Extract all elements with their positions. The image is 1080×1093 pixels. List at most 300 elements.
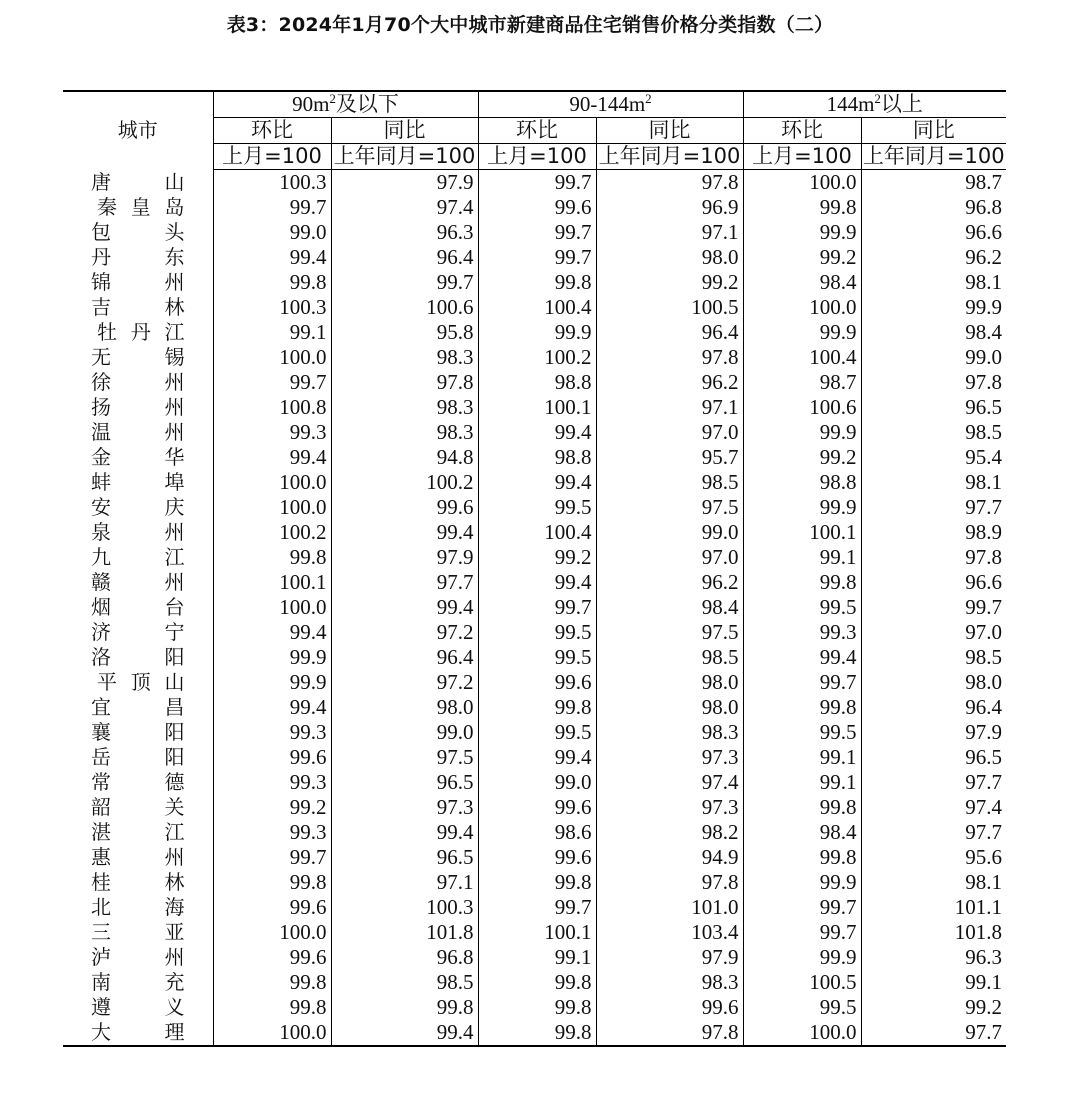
- index-value: 99.7: [478, 245, 596, 270]
- table-row: [63, 1020, 1006, 1046]
- index-value: 97.4: [861, 795, 1006, 820]
- index-value: 96.5: [861, 745, 1006, 770]
- index-value: 99.0: [478, 770, 596, 795]
- index-value: 99.9: [743, 420, 861, 445]
- table-row: [63, 670, 1006, 695]
- index-value: 99.1: [743, 770, 861, 795]
- index-value: 100.5: [596, 295, 743, 320]
- index-value: 100.6: [743, 395, 861, 420]
- index-value: 99.3: [213, 720, 331, 745]
- index-value: 97.9: [331, 170, 478, 196]
- index-value: 99.4: [213, 620, 331, 645]
- city-name: 温州: [91, 420, 185, 444]
- index-value: 99.2: [743, 445, 861, 470]
- index-value: 101.1: [861, 895, 1006, 920]
- index-value: 99.1: [478, 945, 596, 970]
- index-value: 95.4: [861, 445, 1006, 470]
- table-row: [63, 870, 1006, 895]
- index-value: 97.0: [861, 620, 1006, 645]
- index-value: 98.4: [743, 820, 861, 845]
- table-header: [63, 91, 1006, 170]
- table-row: [63, 595, 1006, 620]
- index-value: 97.4: [331, 195, 478, 220]
- index-value: 99.8: [331, 995, 478, 1020]
- index-value: 97.9: [596, 945, 743, 970]
- index-value: 97.1: [596, 220, 743, 245]
- index-value: 96.2: [596, 370, 743, 395]
- index-value: 99.4: [331, 820, 478, 845]
- index-value: 98.5: [331, 970, 478, 995]
- index-value: 99.4: [478, 570, 596, 595]
- index-value: 99.4: [743, 645, 861, 670]
- index-value: 99.1: [213, 320, 331, 345]
- index-value: 99.7: [213, 845, 331, 870]
- index-value: 99.8: [743, 845, 861, 870]
- city-name: 九江: [91, 545, 185, 569]
- yoy-header: 同比: [861, 118, 1006, 144]
- table-row: [63, 895, 1006, 920]
- index-value: 99.8: [743, 570, 861, 595]
- city-name: 扬州: [91, 395, 185, 419]
- index-value: 99.0: [331, 720, 478, 745]
- index-value: 99.5: [743, 720, 861, 745]
- table-row: [63, 845, 1006, 870]
- table-row: [63, 470, 1006, 495]
- index-value: 97.5: [331, 745, 478, 770]
- index-value: 99.0: [861, 345, 1006, 370]
- index-value: 99.9: [743, 220, 861, 245]
- index-value: 97.9: [861, 720, 1006, 745]
- index-value: 98.0: [596, 695, 743, 720]
- index-value: 100.3: [331, 895, 478, 920]
- table-row: [63, 370, 1006, 395]
- index-value: 98.3: [596, 720, 743, 745]
- index-value: 96.6: [861, 220, 1006, 245]
- table-row: [63, 695, 1006, 720]
- index-value: 99.6: [478, 845, 596, 870]
- index-value: 99.9: [743, 320, 861, 345]
- index-value: 96.5: [861, 395, 1006, 420]
- city-name: 韶关: [91, 795, 185, 819]
- city-name: 宜昌: [91, 695, 185, 719]
- index-value: 99.8: [213, 995, 331, 1020]
- table-row: [63, 795, 1006, 820]
- yoy-header: 同比: [331, 118, 478, 144]
- index-value: 99.8: [478, 995, 596, 1020]
- index-value: 99.4: [478, 745, 596, 770]
- index-value: 99.7: [743, 920, 861, 945]
- city-name: 牡丹江: [97, 320, 185, 344]
- city-name: 遵义: [91, 995, 185, 1019]
- index-value: 97.7: [861, 820, 1006, 845]
- table-row: [63, 195, 1006, 220]
- index-value: 99.9: [743, 945, 861, 970]
- index-value: 95.7: [596, 445, 743, 470]
- index-value: 99.6: [478, 670, 596, 695]
- index-value: 99.9: [213, 670, 331, 695]
- index-value: 101.8: [861, 920, 1006, 945]
- mom-base-header: 上月=100: [478, 144, 596, 170]
- index-value: 99.7: [743, 670, 861, 695]
- table-row: [63, 970, 1006, 995]
- city-name: 三亚: [91, 920, 185, 944]
- index-value: 97.7: [861, 770, 1006, 795]
- index-value: 99.2: [478, 545, 596, 570]
- city-name: 烟台: [91, 595, 185, 619]
- index-value: 96.4: [861, 695, 1006, 720]
- city-name: 济宁: [91, 620, 185, 644]
- index-value: 99.6: [478, 795, 596, 820]
- index-value: 97.2: [331, 620, 478, 645]
- index-value: 97.5: [596, 495, 743, 520]
- index-value: 98.9: [861, 520, 1006, 545]
- index-value: 99.2: [743, 245, 861, 270]
- index-value: 97.9: [331, 545, 478, 570]
- index-value: 99.5: [478, 720, 596, 745]
- table-row: [63, 395, 1006, 420]
- index-value: 98.2: [596, 820, 743, 845]
- mom-header: 环比: [213, 118, 331, 144]
- table-row: [63, 820, 1006, 845]
- index-value: 99.5: [478, 495, 596, 520]
- table-row: [63, 770, 1006, 795]
- yoy-base-header: 上年同月=100: [331, 144, 478, 170]
- city-name: 徐州: [91, 370, 185, 394]
- index-value: 99.0: [596, 520, 743, 545]
- index-value: 99.2: [861, 995, 1006, 1020]
- index-value: 100.6: [331, 295, 478, 320]
- index-value: 99.1: [861, 970, 1006, 995]
- index-value: 97.4: [596, 770, 743, 795]
- index-value: 97.8: [861, 370, 1006, 395]
- index-value: 96.8: [861, 195, 1006, 220]
- index-value: 96.5: [331, 770, 478, 795]
- index-value: 97.8: [861, 545, 1006, 570]
- index-value: 98.1: [861, 470, 1006, 495]
- index-value: 97.0: [596, 545, 743, 570]
- index-value: 96.2: [861, 245, 1006, 270]
- city-name: 丹东: [91, 245, 185, 269]
- table-row: [63, 920, 1006, 945]
- city-column-header: 城市: [63, 91, 213, 170]
- yoy-base-header: 上年同月=100: [862, 144, 1005, 168]
- index-value: 100.4: [743, 345, 861, 370]
- index-value: 96.4: [331, 645, 478, 670]
- yoy-header: 同比: [596, 118, 743, 144]
- city-name: 唐山: [91, 169, 185, 194]
- table-row: [63, 220, 1006, 245]
- table-row: [63, 345, 1006, 370]
- mom-base-header: 上月=100: [213, 144, 331, 170]
- index-value: 99.6: [213, 895, 331, 920]
- index-value: 99.8: [743, 795, 861, 820]
- index-value: 99.8: [743, 195, 861, 220]
- index-value: 100.4: [478, 295, 596, 320]
- index-value: 100.2: [478, 345, 596, 370]
- index-value: 99.4: [213, 245, 331, 270]
- index-value: 101.0: [596, 895, 743, 920]
- table-row: [63, 295, 1006, 320]
- city-name: 平顶山: [97, 670, 185, 694]
- index-value: 98.4: [861, 320, 1006, 345]
- index-value: 99.9: [478, 320, 596, 345]
- yoy-base-header: 上年同月=100: [596, 144, 743, 170]
- city-name: 蚌埠: [91, 470, 185, 494]
- table-row: [63, 270, 1006, 295]
- index-value: 99.4: [331, 1020, 478, 1046]
- index-value: 98.7: [861, 170, 1006, 196]
- table-row: [63, 420, 1006, 445]
- index-value: 100.8: [213, 395, 331, 420]
- group-header-large: $144m^2$以上: [743, 91, 1006, 118]
- index-value: 99.9: [861, 295, 1006, 320]
- index-value: 98.8: [478, 370, 596, 395]
- index-value: 99.3: [213, 770, 331, 795]
- index-value: 97.1: [596, 395, 743, 420]
- table-title: 表3：2024年1月70个大中城市新建商品住宅销售价格分类指数（二）: [226, 14, 834, 36]
- index-value: 97.7: [331, 570, 478, 595]
- index-value: 99.8: [213, 970, 331, 995]
- table-row: [63, 995, 1006, 1020]
- index-value: 100.1: [478, 920, 596, 945]
- index-value: 100.1: [743, 520, 861, 545]
- mom-header: 环比: [478, 118, 596, 144]
- index-value: 98.0: [596, 670, 743, 695]
- index-value: 99.6: [596, 995, 743, 1020]
- index-value: 97.1: [331, 870, 478, 895]
- index-value: 99.2: [213, 795, 331, 820]
- table-row: [63, 645, 1006, 670]
- index-value: 96.4: [596, 320, 743, 345]
- index-value: 97.0: [596, 420, 743, 445]
- city-name: 吉林: [91, 295, 185, 319]
- index-value: 100.0: [743, 170, 861, 196]
- index-value: 97.7: [861, 495, 1006, 520]
- index-value: 95.6: [861, 845, 1006, 870]
- index-value: 99.8: [478, 1020, 596, 1046]
- index-value: 99.7: [331, 270, 478, 295]
- index-value: 96.3: [861, 945, 1006, 970]
- index-value: 98.3: [331, 345, 478, 370]
- index-value: 99.7: [213, 195, 331, 220]
- index-value: 99.5: [478, 620, 596, 645]
- index-value: 96.5: [331, 845, 478, 870]
- index-value: 98.4: [743, 270, 861, 295]
- table-row: [63, 170, 1006, 196]
- index-value: 96.8: [331, 945, 478, 970]
- index-value: 97.5: [596, 620, 743, 645]
- index-value: 99.3: [213, 820, 331, 845]
- city-name: 桂林: [91, 870, 185, 894]
- index-value: 99.7: [743, 895, 861, 920]
- index-value: 99.9: [213, 645, 331, 670]
- index-value: 98.0: [596, 245, 743, 270]
- index-value: 99.8: [743, 695, 861, 720]
- index-value: 103.4: [596, 920, 743, 945]
- index-value: 100.0: [213, 495, 331, 520]
- table-body: [63, 170, 1006, 1047]
- index-value: 99.2: [596, 270, 743, 295]
- index-value: 100.0: [743, 1020, 861, 1046]
- index-value: 94.8: [331, 445, 478, 470]
- index-value: 96.3: [331, 220, 478, 245]
- index-value: 97.3: [596, 745, 743, 770]
- table-row: [63, 320, 1006, 345]
- table-row: [63, 545, 1006, 570]
- index-value: 99.4: [478, 420, 596, 445]
- index-value: 99.0: [213, 220, 331, 245]
- index-value: 99.5: [478, 645, 596, 670]
- index-value: 95.8: [331, 320, 478, 345]
- index-value: 98.1: [861, 870, 1006, 895]
- index-value: 94.9: [596, 845, 743, 870]
- city-name: 岳阳: [91, 745, 185, 769]
- group-header-small: $90m^2$及以下: [213, 91, 478, 118]
- index-value: 99.4: [213, 695, 331, 720]
- city-name: 南充: [91, 970, 185, 994]
- index-value: 99.3: [213, 420, 331, 445]
- index-value: 99.7: [861, 595, 1006, 620]
- index-value: 99.5: [743, 595, 861, 620]
- index-value: 98.4: [596, 595, 743, 620]
- index-value: 99.7: [478, 220, 596, 245]
- index-value: 98.3: [331, 395, 478, 420]
- index-value: 98.5: [861, 645, 1006, 670]
- index-value: 99.7: [213, 370, 331, 395]
- index-value: 99.4: [478, 470, 596, 495]
- index-value: 101.8: [331, 920, 478, 945]
- index-value: 97.8: [596, 1020, 743, 1046]
- index-value: 98.5: [596, 645, 743, 670]
- city-name: 大理: [63, 1020, 213, 1046]
- index-value: 98.3: [331, 420, 478, 445]
- index-value: 99.8: [213, 870, 331, 895]
- index-value: 100.0: [213, 470, 331, 495]
- index-value: 98.1: [861, 270, 1006, 295]
- index-value: 100.5: [743, 970, 861, 995]
- index-value: 100.3: [213, 295, 331, 320]
- city-name: 北海: [91, 895, 185, 919]
- city-name: 常德: [91, 770, 185, 794]
- index-value: 99.4: [331, 520, 478, 545]
- index-value: 100.2: [213, 520, 331, 545]
- index-value: 99.7: [478, 170, 596, 196]
- index-value: 99.6: [213, 945, 331, 970]
- city-name: 安庆: [91, 495, 185, 519]
- group-header-medium: $90-144m^2$: [478, 91, 743, 118]
- city-name: 洛阳: [91, 645, 185, 669]
- index-value: 98.0: [861, 670, 1006, 695]
- index-value: 99.8: [478, 695, 596, 720]
- index-value: 98.7: [743, 370, 861, 395]
- index-value: 100.2: [331, 470, 478, 495]
- index-value: 97.3: [331, 795, 478, 820]
- index-value: 99.8: [213, 545, 331, 570]
- index-value: 99.3: [743, 620, 861, 645]
- index-value: 100.1: [478, 395, 596, 420]
- city-name: 襄阳: [91, 720, 185, 744]
- index-value: 96.2: [596, 570, 743, 595]
- index-value: 99.9: [743, 870, 861, 895]
- city-name: 泸州: [91, 945, 185, 969]
- index-value: 98.6: [478, 820, 596, 845]
- index-value: 96.6: [861, 570, 1006, 595]
- index-value: 99.1: [743, 545, 861, 570]
- index-value: 99.8: [478, 970, 596, 995]
- index-value: 99.5: [743, 995, 861, 1020]
- city-name: 赣州: [91, 570, 185, 594]
- index-value: 99.6: [213, 745, 331, 770]
- table-row: [63, 245, 1006, 270]
- index-value: 96.4: [331, 245, 478, 270]
- index-value: 97.8: [596, 870, 743, 895]
- index-value: 99.7: [478, 895, 596, 920]
- index-value: 99.8: [478, 870, 596, 895]
- table-row: [63, 745, 1006, 770]
- city-name: 惠州: [91, 845, 185, 869]
- index-value: 97.8: [331, 370, 478, 395]
- index-value: 100.0: [743, 295, 861, 320]
- city-name: 无锡: [91, 345, 185, 369]
- index-value: 98.8: [478, 445, 596, 470]
- index-value: 97.7: [861, 1020, 1006, 1046]
- city-name: 锦州: [91, 270, 185, 294]
- index-value: 100.1: [213, 570, 331, 595]
- table-row: [63, 495, 1006, 520]
- index-value: 99.9: [743, 495, 861, 520]
- index-value: 99.7: [478, 595, 596, 620]
- mom-header: 环比: [743, 118, 861, 144]
- index-value: 98.0: [331, 695, 478, 720]
- index-value: 100.0: [213, 920, 331, 945]
- index-value: 99.4: [331, 595, 478, 620]
- index-value: 99.4: [213, 445, 331, 470]
- index-value: 98.5: [861, 420, 1006, 445]
- city-name: 泉州: [91, 520, 185, 544]
- index-value: 100.0: [213, 1020, 331, 1046]
- index-value: 97.2: [331, 670, 478, 695]
- index-value: 97.3: [596, 795, 743, 820]
- index-value: 99.8: [213, 270, 331, 295]
- index-value: 98.3: [596, 970, 743, 995]
- index-value: 98.5: [596, 470, 743, 495]
- table-row: [63, 945, 1006, 970]
- city-name: 湛江: [91, 820, 185, 844]
- index-value: 97.8: [596, 345, 743, 370]
- table-row: [63, 570, 1006, 595]
- mom-base-header: 上月=100: [743, 144, 861, 170]
- city-name: 金华: [91, 445, 185, 469]
- index-value: 99.1: [743, 745, 861, 770]
- table-row: [63, 620, 1006, 645]
- index-value: 96.9: [596, 195, 743, 220]
- index-value: 100.0: [213, 595, 331, 620]
- index-value: 100.0: [213, 345, 331, 370]
- index-value: 99.8: [478, 270, 596, 295]
- table-row: [63, 520, 1006, 545]
- index-value: 98.8: [743, 470, 861, 495]
- index-value: 99.6: [478, 195, 596, 220]
- index-value: 99.6: [331, 495, 478, 520]
- index-value: 100.4: [478, 520, 596, 545]
- price-index-table: [63, 90, 1006, 1047]
- city-name: 包头: [91, 220, 185, 244]
- index-value: 100.3: [213, 170, 331, 196]
- table-row: [63, 720, 1006, 745]
- city-name: 秦皇岛: [97, 195, 185, 219]
- index-value: 97.8: [596, 170, 743, 196]
- table-row: [63, 445, 1006, 470]
